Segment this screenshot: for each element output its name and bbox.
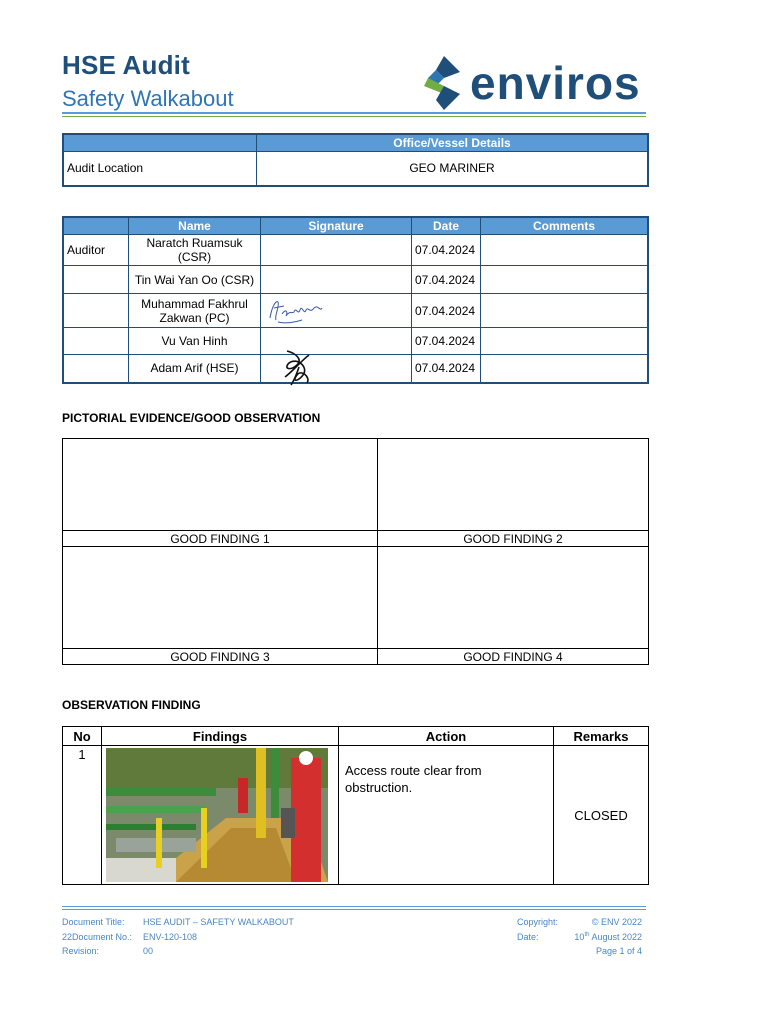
col-signature-header: Signature — [261, 217, 412, 235]
auditor-role — [63, 266, 129, 294]
header-divider — [62, 112, 646, 114]
footer-divider-green — [62, 909, 646, 910]
photo-placeholder — [63, 439, 378, 531]
good-finding-caption: GOOD FINDING 3 — [63, 649, 378, 665]
col-date-header: Date — [412, 217, 481, 235]
table-row — [63, 235, 648, 266]
auditor-name: Tin Wai Yan Oo (CSR) — [129, 266, 261, 294]
auditor-role-header — [63, 217, 129, 235]
auditor-role — [63, 328, 129, 355]
footer-revision: 00 — [143, 946, 154, 956]
auditor-date: 07.04.2024 — [412, 328, 481, 355]
signature-cell — [261, 235, 412, 266]
signature-cell — [261, 355, 412, 383]
finding-remarks: CLOSED — [554, 746, 649, 885]
office-details-table — [62, 133, 649, 187]
comments-cell — [481, 328, 649, 355]
auditor-date: 07.04.2024 — [412, 235, 481, 266]
enviros-logo-icon — [424, 56, 464, 110]
comments-cell — [481, 266, 649, 294]
signature-cell — [261, 266, 412, 294]
finding-number: 1 — [63, 746, 102, 885]
table-row — [63, 355, 648, 383]
auditor-name: Muhammad Fakhrul Zakwan (PC) — [129, 294, 261, 328]
footer-copyright-label: Copyright: — [517, 917, 559, 927]
col-name-header: Name — [129, 217, 261, 235]
auditor-table — [62, 216, 649, 384]
auditor-name: Vu Van Hinh — [129, 328, 261, 355]
col-action-header: Action — [339, 727, 554, 746]
table-row — [63, 746, 649, 885]
office-details-heading: Office/Vessel Details — [257, 134, 649, 152]
footer-date-suffix: th — [584, 932, 590, 938]
finding-photo-cell — [102, 746, 339, 885]
auditor-date: 07.04.2024 — [412, 355, 481, 383]
audit-location-label: Audit Location — [63, 152, 257, 186]
good-observation-grid — [62, 438, 649, 665]
handwritten-signature-icon — [266, 296, 326, 326]
col-findings-header: Findings — [102, 727, 339, 746]
good-finding-caption: GOOD FINDING 2 — [378, 531, 649, 547]
auditor-date: 07.04.2024 — [412, 294, 481, 328]
finding-photo-icon — [106, 748, 328, 882]
photo-placeholder — [378, 547, 649, 649]
table-row — [63, 328, 648, 355]
footer-revision-label: Revision: — [62, 946, 100, 956]
audit-location-value: GEO MARINER — [257, 152, 649, 186]
auditor-role: Auditor — [63, 235, 129, 266]
photo-placeholder — [63, 547, 378, 649]
footer-date-label: Date: — [517, 932, 539, 942]
col-remarks-header: Remarks — [554, 727, 649, 746]
document-subtitle: Safety Walkabout — [62, 86, 234, 111]
photo-placeholder — [378, 439, 649, 531]
pictorial-section-heading: PICTORIAL EVIDENCE/GOOD OBSERVATION — [62, 411, 321, 425]
office-details-blank-header — [63, 134, 257, 152]
handwritten-signature-icon — [277, 347, 317, 387]
comments-cell — [481, 294, 649, 328]
table-row — [63, 266, 648, 294]
footer-divider — [62, 906, 646, 907]
col-no-header: No — [63, 727, 102, 746]
observation-section-heading: OBSERVATION FINDING — [62, 698, 201, 712]
footer-doc-no-label: 22Document No.: — [62, 932, 133, 942]
footer-doc-title-label: Document Title: — [62, 917, 125, 927]
footer-page-number: Page 1 of 4 — [595, 946, 642, 956]
auditor-name: Naratch Ruamsuk (CSR) — [129, 235, 261, 266]
auditor-date: 07.04.2024 — [412, 266, 481, 294]
auditor-name: Adam Arif (HSE) — [129, 355, 261, 383]
good-finding-caption: GOOD FINDING 4 — [378, 649, 649, 665]
comments-cell — [481, 235, 649, 266]
footer-date — [574, 932, 642, 942]
signature-cell — [261, 294, 412, 328]
enviros-logo-text: enviros — [470, 57, 641, 109]
comments-cell — [481, 355, 649, 383]
auditor-role — [63, 294, 129, 328]
finding-action: Access route clear from obstruction. — [339, 746, 554, 885]
footer-date-day: 10 — [574, 932, 585, 942]
auditor-role — [63, 355, 129, 383]
col-comments-header: Comments — [481, 217, 649, 235]
observation-table — [62, 726, 649, 885]
good-finding-caption: GOOD FINDING 1 — [63, 531, 378, 547]
table-row — [63, 294, 648, 328]
document-title: HSE Audit — [62, 50, 190, 80]
header-divider-green — [62, 116, 646, 117]
footer-doc-title: HSE AUDIT – SAFETY WALKABOUT — [143, 917, 294, 927]
footer-date-rest: August 2022 — [589, 932, 642, 942]
footer-copyright: © ENV 2022 — [591, 917, 642, 927]
footer-doc-no: ENV-120-108 — [143, 932, 198, 942]
